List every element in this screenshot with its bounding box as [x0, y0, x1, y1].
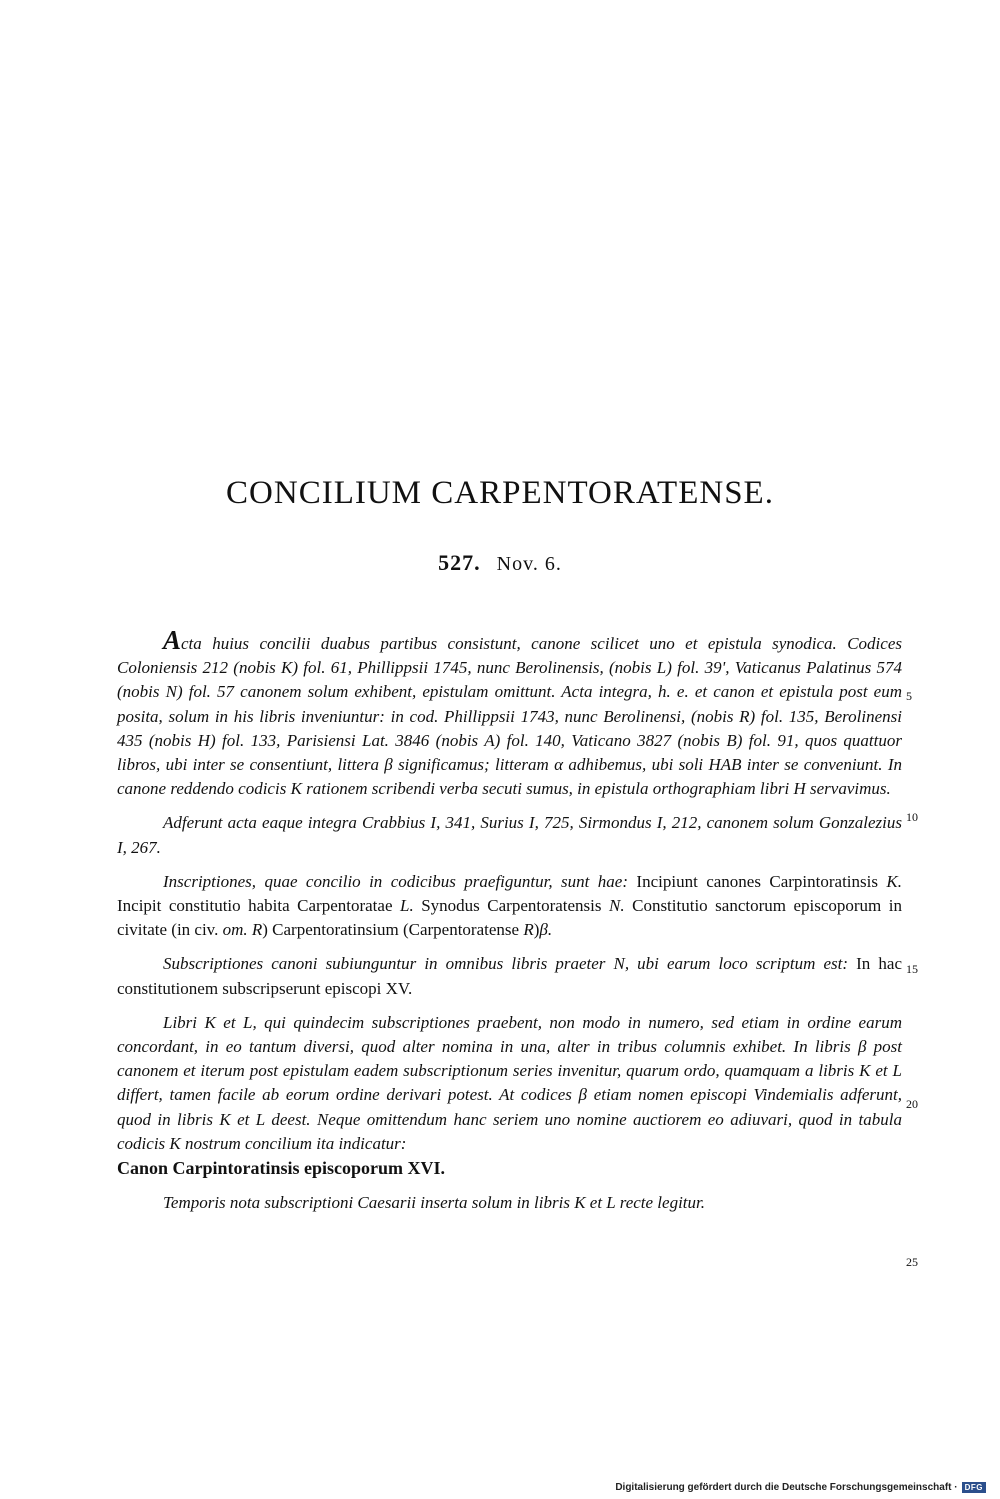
margin-line-numbers	[906, 0, 936, 1499]
canon-title: Canon Carpintoratinsis episcoporum XVI.	[117, 1158, 446, 1179]
inscription-close: )	[533, 920, 540, 940]
paragraph-6	[117, 1191, 902, 1215]
inscription-l: Incipit constitutio habita Carpentoratae	[117, 896, 400, 916]
paragraph-2	[117, 811, 902, 859]
paragraph-1	[117, 627, 902, 801]
paragraph-1-text: cta huius concilii duabus partibus consistunt, canone scilicet uno et epistula synodica. Codices Coloniensis 212 (nobis K) fol. 61, Phillippsii 1745, nunc Berolinensis, (nobis L) fol. 39', Vaticanus Palatinus 574 (nobis N) fol. 57 canonem solum exhibent, epistulam omittunt. Acta integra, h. e. et canon et epistula post eum posita, solum in his libris inveniuntur: in cod. Phillippsii 1743, nunc Berolinensi, (nobis R) fol. 135, Berolinensi 435 (nobis H) fol. 133, Parisiensi Lat. 3846 (nobis A) fol. 140, Vaticano 3827 (nobis B) fol. 91, quos quattuor libros, ubi inter se consentiunt, littera β significamus; litteram α adhibemus, ubi soli HAB inter se conveniunt. In canone reddendo codicis K rationem scribendi verba secuti sumus, in epistula orthographiam libri H servavimus.	[117, 634, 902, 799]
paragraph-3-lead: Inscriptiones, quae concilio in codicibus praefiguntur, sunt hae:	[163, 871, 628, 891]
paragraph-4	[117, 952, 902, 1000]
line-number-15: 15	[906, 962, 918, 976]
line-number-25: 25	[906, 1255, 918, 1269]
paragraph-4-lead: Subscriptiones canoni subiunguntur in omnibus libris praeter N, ubi earum loco scriptum est:	[163, 954, 849, 974]
inscription-r-cont: ) Carpentoratinsium (Carpentoratense	[262, 920, 524, 940]
siglum-l: L.	[400, 896, 414, 916]
paragraph-2-text: Adferunt acta eaque integra Crabbius I, 341, Surius I, 725, Sirmondus I, 212, canonem solum Gonzalezius I, 267.	[117, 813, 902, 857]
inscription-k: Incipiunt canones Carpintoratinsis	[628, 871, 887, 891]
paragraph-5	[117, 1011, 902, 1181]
body-text	[117, 627, 902, 1225]
line-number-20: 20	[906, 1097, 918, 1111]
paragraph-4-rest: In hac constitutionem subscripserunt episcopi XV.	[117, 954, 902, 998]
siglum-r: R	[523, 920, 534, 940]
siglum-beta: β.	[539, 920, 553, 940]
digitization-footer	[615, 1482, 986, 1493]
line-number-10: 10	[906, 810, 918, 824]
siglum-n: N.	[609, 896, 625, 916]
siglum-k: K.	[886, 871, 902, 891]
paragraph-3	[117, 870, 902, 943]
paragraph-5-text: Libri K et L, qui quindecim subscriptiones praebent, non modo in numero, sed etiam in ordine earum concordant, in eo tantum diversi, quod alter nomina in una, alter in tribus columnis exhibet. In libris β post canonem et iterum post epistulam eadem subscriptionum series invenitur, quarum ordo, quamquam a libris K et L differt, tamen facile ab eorum ordine derivari potest. At codices β etiam nomen episcopi Vindemialis adferunt, quod in libris K et L deest. Neque omittendum hanc seriem uno nomine auctiorem eo adiuvari, quod in tabula codicis K nostrum concilium ita indicatur:	[117, 1012, 902, 1153]
paragraph-6-text: Temporis nota subscriptioni Caesarii inserta solum in libris K et L recte legitur.	[163, 1193, 705, 1213]
omission-note: om. R	[222, 920, 263, 940]
dfg-logo: DFG	[962, 1482, 986, 1493]
dateline-date: Nov. 6.	[496, 553, 562, 575]
dateline	[0, 550, 1000, 576]
inscription-n: Synodus Carpentoratensis	[413, 896, 610, 916]
page-title: CONCILIUM CARPENTORATENSE.	[226, 475, 774, 511]
dateline-year: 527.	[438, 550, 481, 575]
inscription-r: Constitutio sanctorum episcoporum in civitate (in civ.	[117, 896, 902, 940]
footer-text: Digitalisierung gefördert durch die Deutsche Forschungsgemeinschaft ·	[615, 1482, 958, 1493]
drop-cap: A	[163, 625, 182, 655]
line-number-5: 5	[906, 689, 912, 703]
